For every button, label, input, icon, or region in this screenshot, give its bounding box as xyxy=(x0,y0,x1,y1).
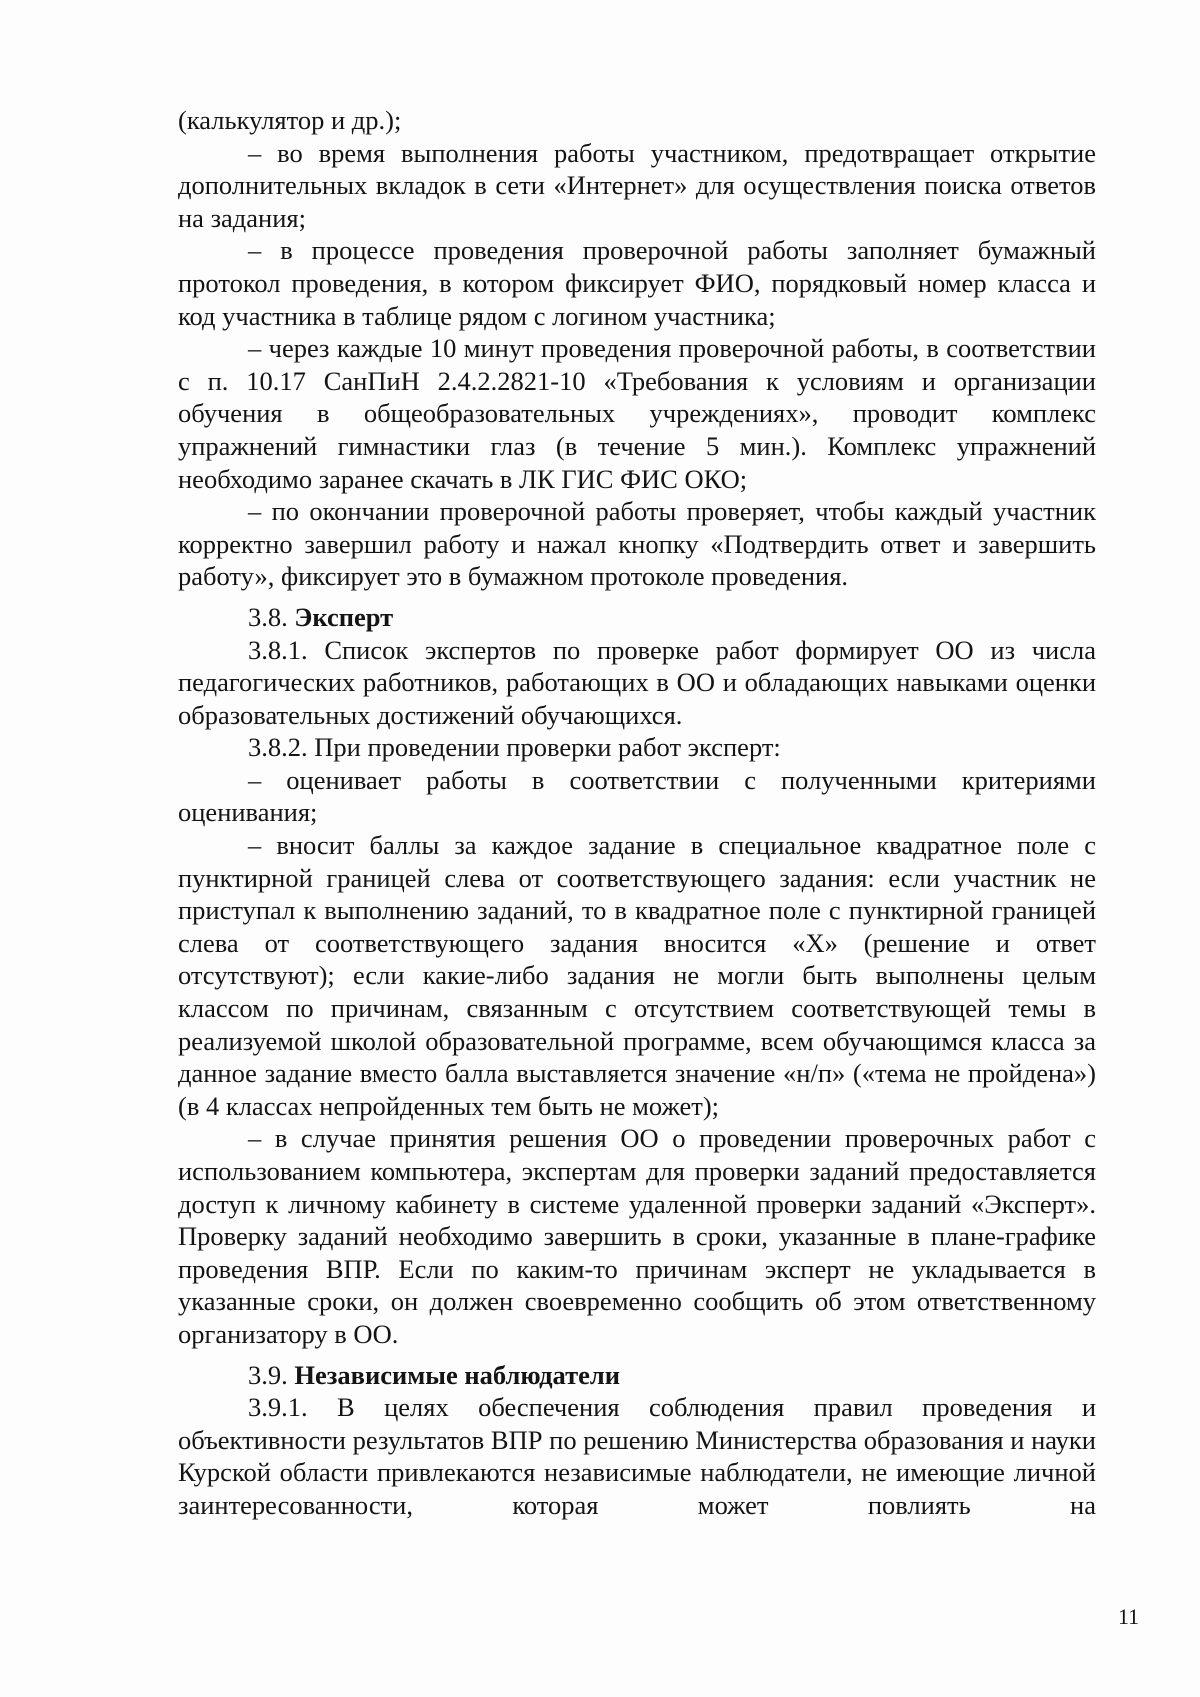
paragraph-expert-computer: – в случае принятия решения ОО о проведении проверочных работ с использованием компьютера, экспертам для проверки заданий предоставляется доступ к личному кабинету в системе удаленной проверки заданий «Эксперт». Проверку заданий необходимо завершить в сроки, указанные в плане-графике проведения ВПР. Если по каким-то причинам эксперт не укладывается в указанные сроки, он должен своевременно сообщить об этом ответственному организатору в ОО. xyxy=(178,1123,1096,1349)
section-heading-expert xyxy=(178,601,1096,634)
paragraph-gymnastics: – через каждые 10 минут проведения проверочной работы, в соответствии с п. 10.17 СанПиН 2.4.2.2821-10 «Требования к условиям и организации обучения в общеобразовательных учреждениях», проводит комплекс упражнений гимнастики глаз (в течение 5 мин.). Комплекс упражнений необходимо заранее скачать в ЛК ГИС ФИС ОКО; xyxy=(178,333,1096,494)
paragraph-3-8-2: 3.8.2. При проведении проверки работ эксперт: xyxy=(248,732,781,763)
section-number: 3.8. xyxy=(248,601,288,632)
paragraph-3-9-1: 3.9.1. В целях обеспечения соблюдения правил проведения и объективности результатов ВПР по решению Министерства образования и науки Курской области привлекаются независимые наблюдатели, не имеющие личной заинтересованности, которая может повлиять на xyxy=(178,1392,1096,1520)
paragraph-expert-evaluates: – оценивает работы в соответствии с полученными критериями оценивания; xyxy=(178,764,1096,828)
document-body xyxy=(178,104,1096,1522)
paragraph-expert-scores: – вносит баллы за каждое задание в специальное квадратное поле с пунктирной границей слева от соответствующего задания: если участник не приступал к выполнению заданий, то в квадратное поле с пунктирной границей слева от соответствующего задания вносится «Х» (решение и ответ отсутствуют); если какие-либо задания не могли быть выполнены целым классом по причинам, связанным с отсутствием соответствующей темы в реализуемой школой образовательной программе, всем обучающимся класса за данное задание вместо балла выставляется значение «н/п» («тема не пройдена») (в 4 классах непройденных тем быть не может); xyxy=(178,830,1096,1121)
section-title: Независимые наблюдатели xyxy=(294,1359,620,1390)
paragraph-finish: – по окончании проверочной работы проверяет, чтобы каждый участник корректно завершил работу и нажал кнопку «Подтвердить ответ и завершить работу», фиксирует это в бумажном протоколе проведения. xyxy=(178,496,1096,592)
paragraph-calculator: (калькулятор и др.); xyxy=(178,105,402,135)
page-number: 11 xyxy=(1118,1604,1140,1629)
section-number: 3.9. xyxy=(248,1359,288,1390)
section-heading-observers xyxy=(178,1359,1096,1392)
paragraph-protocol: – в процессе проведения проверочной работы заполняет бумажный протокол проведения, в котором фиксирует ФИО, порядковый номер класса и код участника в таблице рядом с логином участника; xyxy=(178,235,1096,331)
paragraph-3-8-1: 3.8.1. Список экспертов по проверке работ формирует ОО из числа педагогических работников, работающих в ОО и обладающих навыками оценки образовательных достижений обучающихся. xyxy=(178,634,1096,730)
paragraph-tabs: – во время выполнения работы участником, предотвращает открытие дополнительных вкладок в сети «Интернет» для осуществления поиска ответов на задания; xyxy=(178,137,1096,233)
section-title: Эксперт xyxy=(294,601,394,632)
